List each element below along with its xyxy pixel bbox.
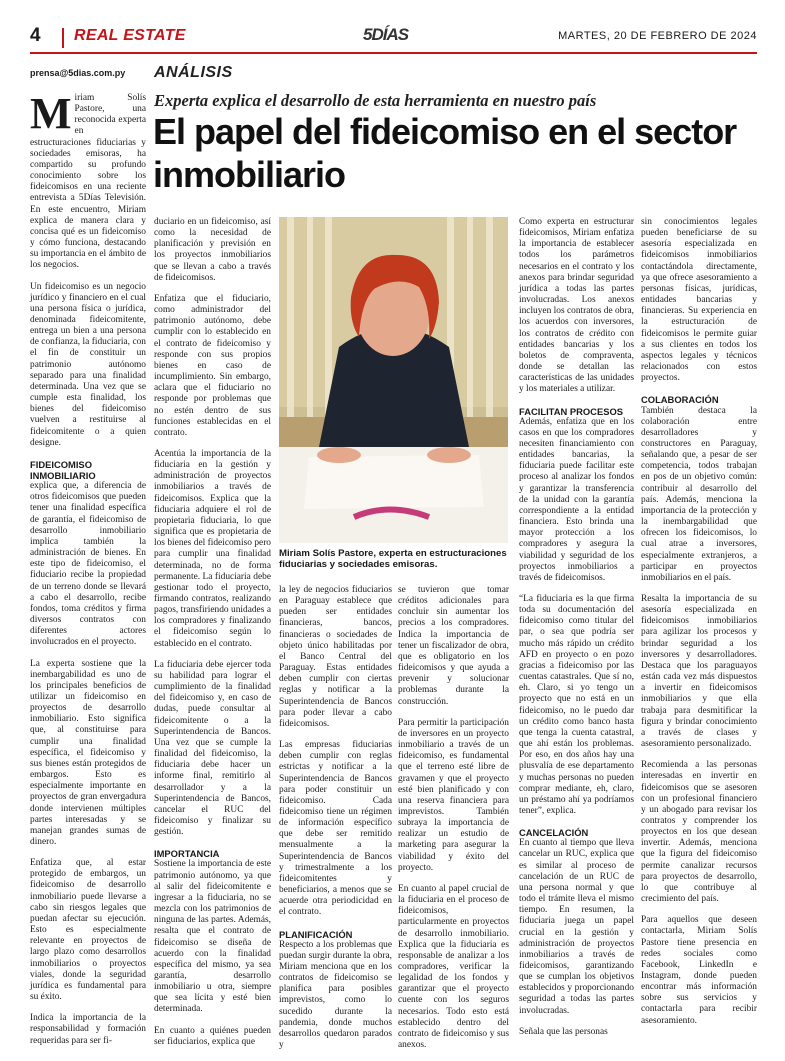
section-heading: FIDEICOMISO INMOBILIARIO: [30, 458, 96, 481]
section-heading: FACILITAN PROCESOS: [519, 405, 623, 417]
section-heading: PLANIFICACIÓN: [279, 928, 353, 940]
paragraph: se tuvieron que tomar créditos adicionales para concluir sin aumentar los precios a los compradores. Indica la importancia de tener un fiscalizador de obra, que es obligatorio en los fideicomisos y que ayuda a prevenir y solucionar problemas durante la construcción.: [398, 585, 509, 707]
contact-email: prensa@5dias.com.py: [30, 68, 126, 78]
paragraph: Para permitir la participación de inversores en un proyecto inmobiliario a través de un fideicomiso, es fundamental que el terreno esté libre de gravamen y que el proyecto esté bien planificado y con una reserva financiera para imprevistos. También subraya la importancia de realizar un estudio de marketing para asegurar la viabilidad y éxito del proyecto.: [398, 717, 509, 873]
page-number: 4: [30, 25, 41, 46]
portrait-image: [279, 217, 508, 543]
paragraph: Enfatiza que el fiduciario, como administrador del patrimonio autónomo, debe cumplir con lo establecido en el contrato de fideicomiso y responde con sus propios bienes en caso de incumplimiento. Sin embargo, aclara que el fiduciario no responde por problemas que no estén dentro de sus funciones establecidas en el contrato.: [154, 293, 271, 438]
paragraph: También destaca la colaboración entre desarrolladores y constructores en Paraguay, señalando que, a pesar de ser competencia, todos trabajan en pos de un objetivo común: contribuir al desarrollo del país. Además, menciona la importancia de la protección y la inembargabilidad que ofrecen los fideicomisos, lo cual atrae a inversores, especialmente extranjeros, a participar en proyectos inmobiliarios en el país.: [641, 405, 757, 583]
paragraph: Resalta la importancia de su asesoría especializada en fideicomisos inmobiliarios para agilizar los procesos y brindar seguridad a los inversores y desarrolladores. Destaca que los paraguayos están cada vez más dispuestos a invertir en fideicomisos inmobiliarios y que ella trabaja para desmitificar la figura y brindar conocimiento a través de clases y asesoramiento personalizado.: [641, 594, 757, 750]
paragraph: explica que, a diferencia de otros fideicomisos que pueden tener una finalidad específica de garantía, el fideicomiso de desarrollo inmobiliario implica también la administración de bienes. En este tipo de fideicomiso, el fiduciario recibe la propiedad de un terreno donde se llevará a cabo el desarrollo, recibe fondos, toma créditos y firma diversos contratos con diferentes actores involucrados en el proyecto.: [30, 481, 146, 648]
portrait-photo: [279, 217, 508, 543]
paragraph: Sostiene la importancia de este patrimonio autónomo, ya que al salir del fideicomitente e ingresar a la fiduciaria, no se mezcla con los patrimonios de ninguna de las partes. Además, resalta que el contrato de fideicomiso se diseña de acuerdo con la finalidad específica del mismo, ya sea garantía, desarrollo inmobiliario u otra, siempre que sea lícita y esté bien determinada.: [154, 859, 271, 1015]
paragraph: Acentúa la importancia de la fiduciaria en la gestión y administración de proyectos inmobiliarios a través de fideicomisos. Explica que la fiduciaria adquiere el rol de propietaria fiduciaria, lo que significa que es propietaria de los bienes del fideicomiso pero para cumplir una finalidad determinada, no de forma permanente. La fiduciaria debe gestionar todo el proyecto, firmando contratos, realizando pagos, transfiriendo unidades a los compradores y finalizando el fideicomiso según lo establecido en el contrato.: [154, 448, 271, 649]
paragraph: En cuanto al papel crucial de la fiduciaria en el proceso de fideicomisos, particularmente en proyectos de desarrollo inmobiliario. Explica que la fiduciaria es responsable de analizar a los compradores, verificar la legalidad de los fondos y garantizar que el proyecto cuente con los seguros necesarios. Todo esto está establecido dentro del contrato de fideicomiso y sus anexos.: [398, 883, 509, 1051]
paragraph: Señala que las personas: [519, 1026, 608, 1037]
section-heading: COLABORACIÓN: [641, 394, 719, 406]
paragraph: Como experta en estructurar fideicomisos, Miriam enfatiza la importancia de establecer todos los parámetros necesarios en el contrato y los anexos para brindar seguridad jurídica a todas las partes involucradas. Los anexos incluyen los contratos de obra, los acuerdos con inversores, los contratos de crédito con entidades bancarias y los boletos de compraventa, donde se detallan las características de las unidades y los materiales a utilizar.: [519, 217, 634, 395]
section-heading: IMPORTANCIA: [154, 848, 220, 860]
article-headline: El papel del fideicomiso en el sector inmobiliario: [153, 111, 737, 195]
paragraph: duciario en un fideicomiso, así como la necesidad de planificación y previsión en los proyectos inmobiliarios que se llevan a cabo a través de fideicomisos.: [154, 217, 271, 283]
paragraph: La experta sostiene que la inembargabilidad es uno de los principales beneficios de utilizar un fideicomiso en proyectos de desarrollo inmobiliario. Esto significa que, al constituirse para cumplir una finalidad específica, el fideicomiso y sus bienes están protegidos de embargos. Esto es especialmente importante en proyectos de gran envergadura donde intervienen múltiples partes interesadas y se manejan grandes sumas de dinero.: [30, 658, 146, 847]
paragraph: Indica la importancia de la responsabilidad y formación requeridas para ser fi-: [30, 1013, 146, 1046]
header-rule: [30, 52, 757, 54]
paragraph: Respecto a los problemas que puedan surgir durante la obra, Miriam menciona que en los contratos de fideicomiso se planifica para posibles imprevistos, como lo sucedido durante la pandemia, donde muchos desarrollos quedaron parados y: [279, 939, 392, 1051]
section-divider: [62, 28, 64, 48]
article-column-6: [641, 217, 757, 1037]
page-header: [30, 25, 757, 51]
section-name: REAL ESTATE: [74, 27, 186, 44]
paragraph: iriam Solís Pastore, una reconocida experta en estructuraciones fiduciarias y sociedades emisoras, ha compartido su profundo conocimiento sobre los fideicomisos en una reciente entrevista a 5Días Televisión. En este encuentro, Miriam explica de manera clara y concisa qué es un fideicomiso y cómo funciona, destacando su importancia en el ámbito de los negocios.: [30, 93, 146, 271]
article-column-3: [279, 585, 392, 1061]
paragraph: Un fideicomiso es un negocio jurídico y financiero en el cual una persona física o jurídica, denominada fideicomitente, entrega un bien a una persona de confianza, la fiduciaria, con el fin de constituir un patrimonio autónomo separado para una finalidad determinada. Una vez que se cumple esta finalidad, los bienes del fideicomiso vuelven a restituirse al fideicomitente o a quien designe.: [30, 281, 146, 448]
photo-caption: Miriam Solís Pastore, experta en estructuraciones fiduciarias y sociedades emisoras.: [279, 548, 507, 570]
issue-date: MARTES, 20 DE FEBRERO DE 2024: [558, 30, 757, 42]
paragraph: En cuanto al tiempo que lleva cancelar un RUC, explica que es similar al proceso de cancelación de un RUC de una persona normal y que todo el trámite lleva el mismo tiempo. En resumen, la fiduciaria juega un papel crucial en la gestión y administración de proyectos inmobiliarios a través de fideicomisos, garantizando que se cumplan los objetivos establecidos y proporcionando seguridad a todas las partes involucradas.: [519, 838, 634, 1016]
article-column-5: [519, 217, 634, 1048]
drop-cap: M: [30, 89, 72, 138]
newspaper-logo: 5DÍAS: [363, 25, 409, 44]
paragraph: la ley de negocios fiduciarios en Paraguay establece que pueden ser entidades financieras, bancos, financieras o sociedades de objeto único habilitadas por el Banco Central del Paraguay. Estas entidades deben cumplir con ciertas reglas y notificar a la Superintendencia de Bancos para poder llevar a cabo fideicomisos.: [279, 585, 392, 729]
paragraph: Enfatiza que, al estar protegido de embargos, un fideicomiso de desarrollo inmobiliario puede llevarse a cabo sin riesgos legales que puedan afectar su ejecución. Esto es especialmente relevante en proyectos de largo plazo como desarrollos inmobiliarios o proyectos viales, donde la seguridad jurídica es fundamental para su éxito.: [30, 858, 146, 1003]
article-subtitle: Experta explica el desarrollo de esta herramienta en nuestro país: [154, 91, 597, 110]
paragraph: Para aquellos que deseen contactarla, Miriam Solís Pastore tiene presencia en redes sociales como Facebook, LinkedIn e Instagram, donde pueden encontrar más información sobre sus servicios y contactarla para recibir asesoramiento.: [641, 915, 757, 1026]
paragraph: sin conocimientos legales pueden beneficiarse de su asesoría especializada en fideicomisos inmobiliarios contactándola directamente, ya que ofrece asesoramiento a personas físicas, jurídicas, entidades bancarias y financieras. Su experiencia en la estructuración de fideicomisos le permite guiar a sus clientes en todos los aspectos legales y técnicos relacionados con estos proyectos.: [641, 217, 757, 384]
paragraph: Recomienda a las personas interesadas en invertir en fideicomisos que se asesoren con un profesional financiero y un abogado para revisar los contratos y comprender los proyectos en los que desean invertir. Además, menciona que la figura del fideicomiso permite canalizar recursos para proyectos de desarrollo, lo que contribuye al crecimiento del país.: [641, 760, 757, 905]
paragraph: Además, enfatiza que en los casos en que los compradores necesiten financiamiento con entidades bancarias, la fiduciaria puede facilitar este proceso al analizar los fondos y garantizar la transferencia de la unidad con la garantía correspondiente a la entidad financiera. Esto brinda una mayor protección a los compradores y asegura la viabilidad y seguridad de los proyectos inmobiliarios a través de fideicomisos.: [519, 416, 634, 583]
article-kicker: ANÁLISIS: [154, 64, 233, 81]
paragraph: En cuanto a quiénes pueden ser fiduciarios, explica que: [154, 1025, 271, 1047]
section-heading: CANCELACIÓN: [519, 827, 589, 839]
article-column-2: [154, 217, 271, 1058]
article-column-4: [398, 585, 509, 1061]
paragraph: “La fiduciaria es la que firma toda su documentación del fideicomiso como titular del par, o sea que podría ser mucho más rápido un crédito AFD en proyecto o en pozo gracias a fideicomiso por las cuentas catastrales. Que sí no, eh. Claro, si yo tengo un proyecto que no está en un fideicomiso, no le puedo dar un crédito como banco hasta que tenga la cuenta catastral, que ahí están los problemas. Por eso, en dos años hay una plusvalía de ese departamento y muchas personas no pueden comprar mediante, eh, claro, un préstamo ahí ya podríamos tener”, explica.: [519, 594, 634, 816]
article-column-1: [30, 89, 146, 1057]
paragraph: Las empresas fiduciarias deben cumplir con reglas estrictas y notificar a la Superintendencia de Bancos para poder constituir un fideicomiso. Cada fideicomiso tiene un régimen de información específico que debe ser remitido mensualmente a la Superintendencia de Bancos y trimestralmente a los fideicomitentes y beneficiarios, a menos que se acuerde otra periodicidad en el contrato.: [279, 740, 392, 918]
paragraph: La fiduciaria debe ejercer toda su habilidad para lograr el cumplimiento de la finalidad del fideicomiso y, en caso de dudas, puede consultar al fideicomitente o a la Superintendencia de Bancos. Una vez que se cumple la finalidad del fideicomiso, la fiduciaria debe hacer un informe final, remitirlo al desarrollador y a la Superintendencia de Bancos, cancelar el RUC del fideicomiso y finalizar su gestión.: [154, 659, 271, 838]
